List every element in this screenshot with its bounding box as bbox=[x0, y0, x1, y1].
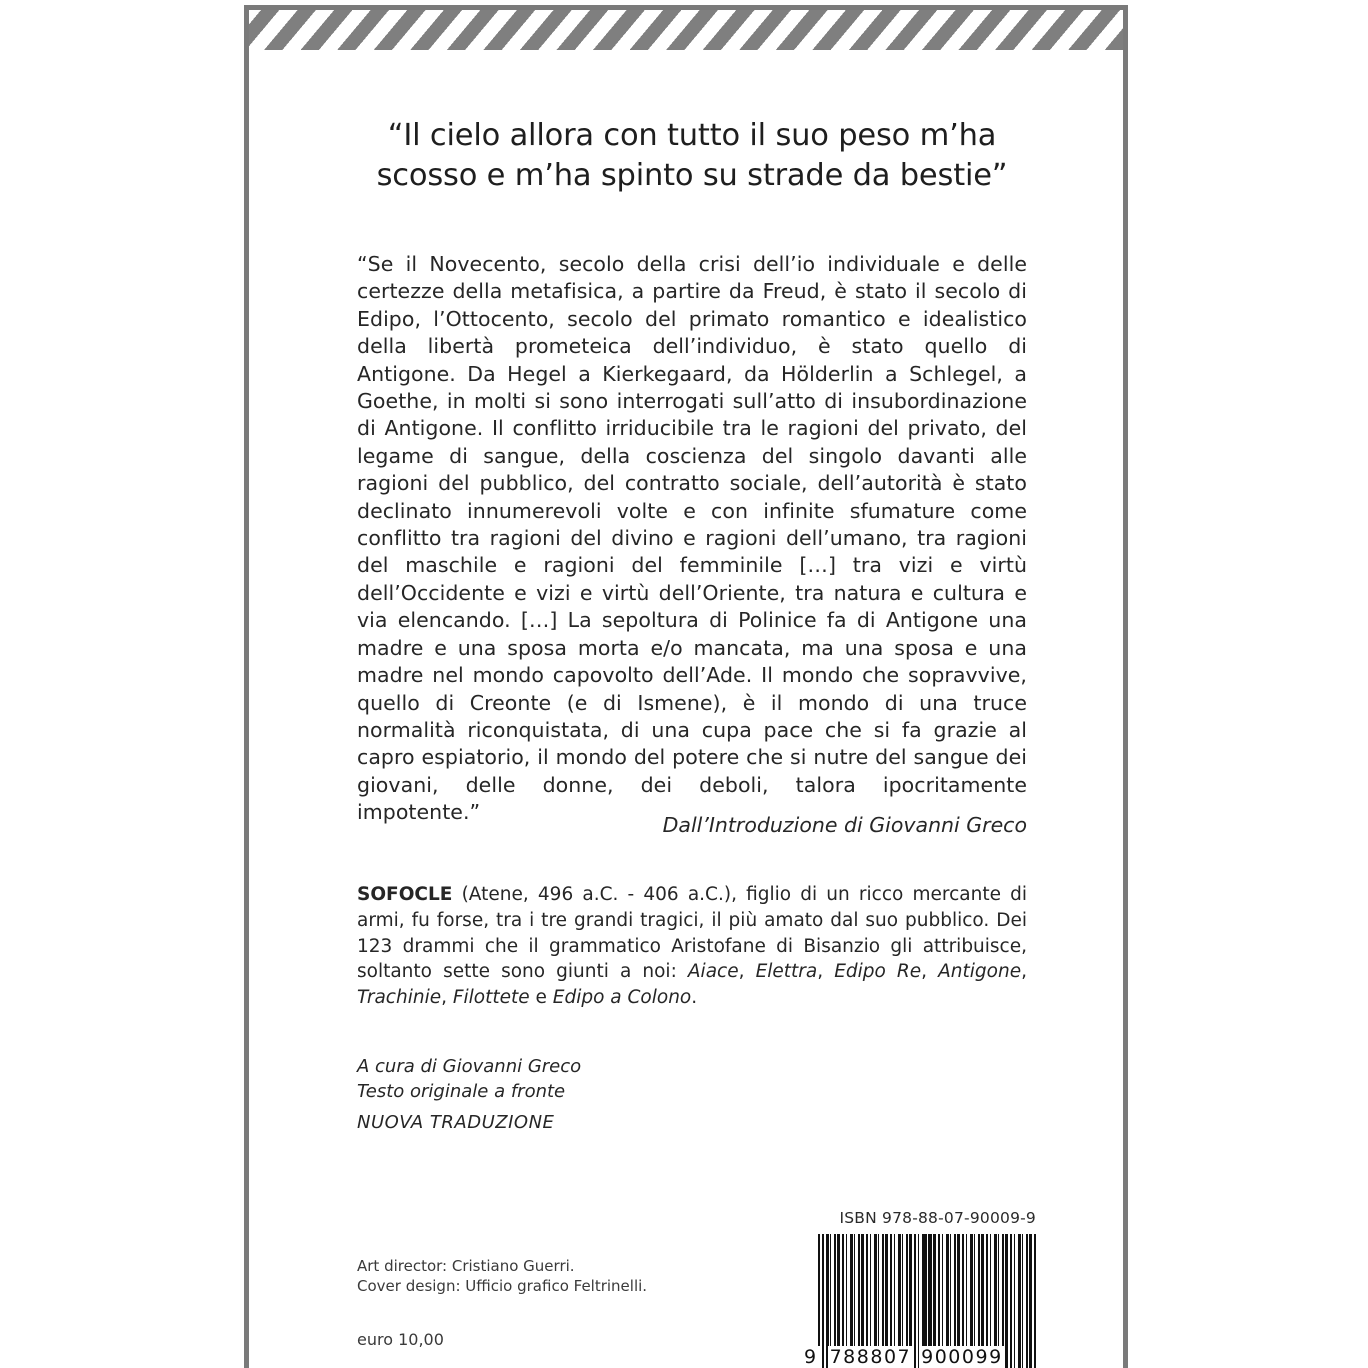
intro-excerpt: “Se il Novecento, secolo della crisi dell’io individuale e delle certezze della metafisica, a partire da Freud, è stato il secolo di Edipo, l’Ottocento, secolo del primato romantico e idealistico della libertà prometeica dell’individuo, è stato quello di Antigone. Da Hegel a Kierkegaard, da Hölderlin a Schlegel, a Goethe, in molti si sono interrogati sull’atto di insubordinazione di Antigone. Il conflitto irriducibile tra le ragioni del privato, del legame di sangue, della coscienza del singolo davanti alle ragioni del pubblico, del contratto sociale, dell’autorità è stato declinato innumerevoli volte e con infinite sfumature come conflitto tra ragioni del divino e ragioni dell’umano, tra ragioni del maschile e ragioni del femminile […] tra vizi e virtù dell’Occidente e vizi e virtù dell’Oriente, tra natura e cultura e via elencando. […] La sepoltura di Polinice fa di Antigone una madre e una sposa morta e/o mancata, ma una sposa e una madre nel mondo capovolto dell’Ade. Il mondo che sopravvive, quello di Creonte (e di Ismene), è il mondo di una truce normalità riconquistata, di una cupa pace che si fa grazie al capro espiatorio, il mondo del potere che si nutre del sangue dei giovani, delle donne, dei deboli, talora ipocritamente impotente.” bbox=[357, 252, 1027, 825]
work-title: Edipo Re bbox=[834, 961, 922, 983]
barcode-digits-right: 900099 bbox=[921, 1346, 1003, 1368]
striped-top-band bbox=[249, 10, 1123, 50]
bio-text: (Atene, 496 a.C. - 406 a.C.), figlio di un ricco mercante di armi, fu forse, tra i tre grandi tragici, il più amato dal suo pubblico. Dei 123 drammi che il grammatico Aristofane di Bisanzio gli attribuisce, soltanto sette sono giunti a noi: bbox=[357, 884, 1027, 983]
work-title: Antigone bbox=[938, 961, 1022, 983]
bio-separator: , bbox=[921, 961, 939, 983]
art-director-credit: Art director: Cristiano Guerri. bbox=[357, 1257, 575, 1275]
headline-line-2: scosso e m’ha spinto su strade da bestie” bbox=[376, 158, 1008, 193]
barcode-digits bbox=[804, 1338, 1036, 1368]
barcode-digits-left: 788807 bbox=[829, 1346, 912, 1368]
book-back-cover bbox=[244, 5, 1128, 1368]
barcode-digit-first: 9 bbox=[804, 1346, 822, 1368]
intro-attribution: Dall’Introduzione di Giovanni Greco bbox=[662, 813, 1027, 837]
bio-separator: e bbox=[529, 987, 553, 1009]
editor-credit: A cura di Giovanni Greco bbox=[357, 1056, 582, 1077]
bio-separator: , bbox=[441, 987, 453, 1009]
original-text-note: Testo originale a fronte bbox=[357, 1081, 566, 1102]
bio-end: . bbox=[691, 987, 698, 1009]
edition-note: NUOVA TRADUZIONE bbox=[357, 1112, 555, 1133]
headline-line-1: “Il cielo allora con tutto il suo peso m’ha bbox=[387, 118, 997, 153]
isbn-label: ISBN 978-88-07-90009-9 bbox=[839, 1209, 1036, 1227]
isbn-block bbox=[804, 1208, 1036, 1368]
work-title: Elettra bbox=[755, 961, 818, 983]
staff-credits bbox=[357, 1256, 647, 1296]
bio-separator: , bbox=[1021, 961, 1027, 983]
work-title: Filottete bbox=[452, 987, 530, 1009]
author-name: SOFOCLE bbox=[357, 884, 453, 905]
author-bio bbox=[357, 882, 1027, 1011]
price-label: euro 10,00 bbox=[357, 1330, 444, 1349]
work-title: Edipo a Colono bbox=[552, 987, 692, 1009]
work-title: Aiace bbox=[687, 961, 739, 983]
edition-credits bbox=[357, 1054, 581, 1135]
cover-design-credit: Cover design: Ufficio grafico Feltrinelli. bbox=[357, 1277, 648, 1295]
bio-separator: , bbox=[817, 961, 835, 983]
bio-separator: , bbox=[738, 961, 756, 983]
work-title: Trachinie bbox=[357, 987, 442, 1009]
headline-quote bbox=[357, 116, 1027, 196]
